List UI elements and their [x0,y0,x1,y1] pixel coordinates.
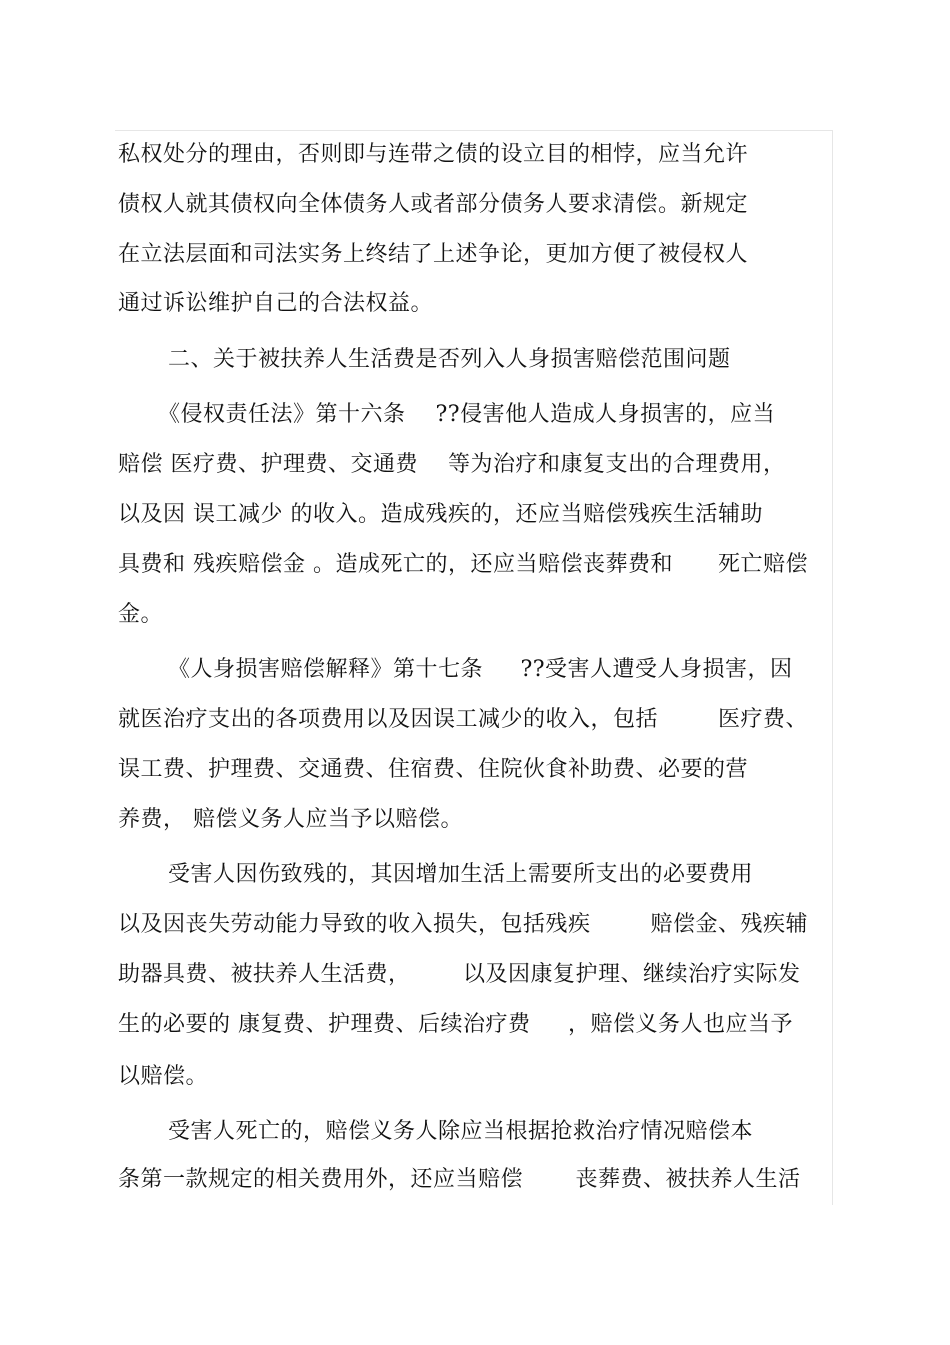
text-line: 金。 [118,602,164,627]
text-line: 债权人就其债权向全体债务人或者部分债务人要求清偿。新规定 [118,192,749,217]
text-line: 具费和 残疾赔偿金 。造成死亡的，还应当赔偿丧葬费和 死亡赔偿 [118,552,808,577]
text-line: 通过诉讼维护自己的合法权益。 [118,291,434,316]
text-line: 条第一款规定的相关费用外，还应当赔偿 丧葬费、被扶养人生活 [118,1167,801,1192]
text-line: 养费， 赔偿义务人应当予以赔偿。 [118,807,463,832]
text-line: 赔偿 医疗费、护理费、交通费 等为治疗和康复支出的合理费用， [118,452,786,477]
text-line: 《人身损害赔偿解释》第十七条 ??受害人遭受人身损害，因 [168,657,793,682]
text-line: 以及因丧失劳动能力导致的收入损失，包括残疾 赔偿金、残疾辅 [118,912,808,937]
text-line: 以赔偿。 [118,1064,209,1089]
text-line: 误工费、护理费、交通费、住宿费、住院伙食补助费、必要的营 [118,757,749,782]
text-line: 就医治疗支出的各项费用以及因误工减少的收入，包括 医疗费、 [118,707,808,732]
text-line: 生的必要的 康复费、护理费、后续治疗费 ，赔偿义务人也应当予 [118,1012,793,1037]
text-line: 以及因 误工减少 的收入。造成残疾的，还应当赔偿残疾生活辅助 [118,502,763,527]
text-line: 在立法层面和司法实务上终结了上述争论，更加方便了被侵权人 [118,242,749,267]
text-line: 受害人因伤致残的，其因增加生活上需要所支出的必要费用 [168,862,754,887]
section-heading: 二、关于被扶养人生活费是否列入人身损害赔偿范围问题 [168,347,731,372]
text-line: 受害人死亡的，赔偿义务人除应当根据抢救治疗情况赔偿本 [168,1119,754,1144]
text-line: 助器具费、被扶养人生活费， 以及因康复护理、继续治疗实际发 [118,962,801,987]
text-line: 私权处分的理由，否则即与连带之债的设立目的相悖，应当允许 [118,142,749,167]
text-line: 《侵权责任法》第十六条 ??侵害他人造成人身损害的，应当 [158,402,776,427]
